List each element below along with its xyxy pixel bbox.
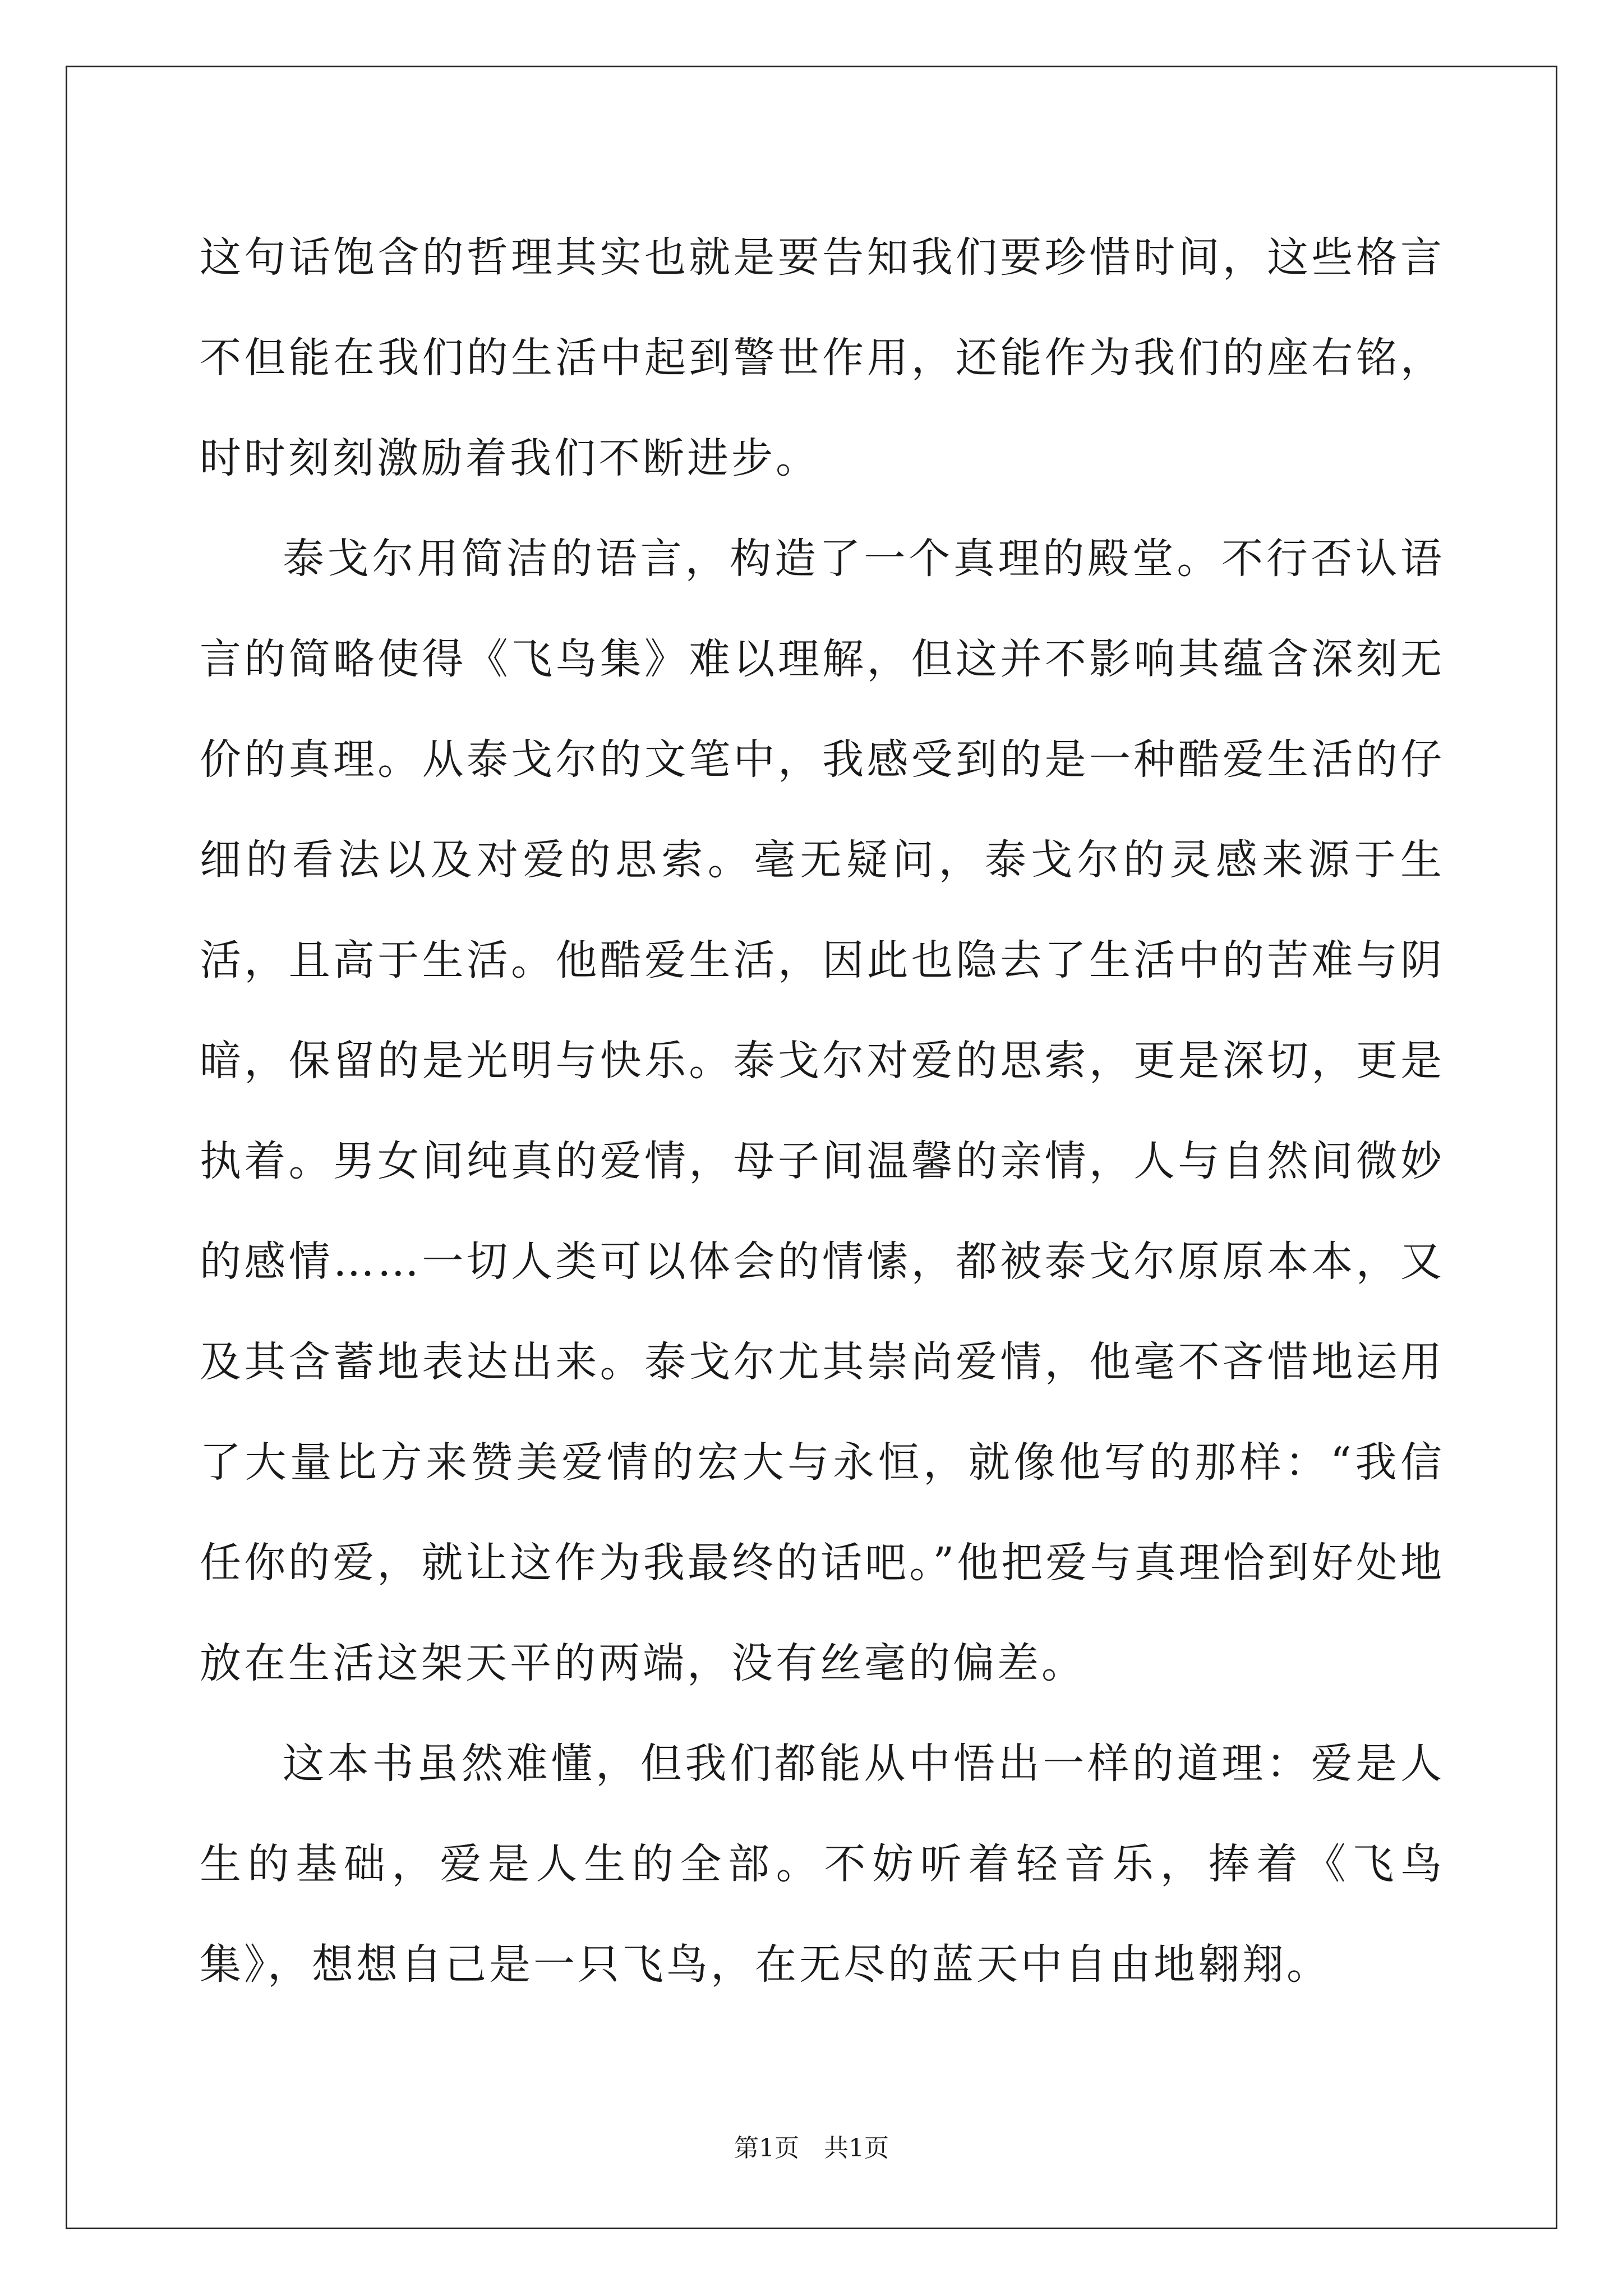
page-footer — [0, 2132, 1623, 2165]
paragraph-1: 这句话饱含的哲理其实也就是要告知我们要珍惜时间，这些格言不但能在我们的生活中起到警世作用，还能作为我们的座右铭，时时刻刻激励着我们不断进步。 — [200, 233, 1445, 482]
paragraph-3: 这本书虽然难懂，但我们都能从中悟出一样的道理：爱是人生的基础，爱是人生的全部。不妨听着轻音乐，捧着《飞鸟集》，想想自己是一只飞鸟，在无尽的蓝天中自由地翱翔。 — [200, 1740, 1445, 1989]
page-number-total: 共1页 — [824, 2134, 889, 2162]
paragraph-2: 泰戈尔用简洁的语言，构造了一个真理的殿堂。不行否认语言的简略使得《飞鸟集》难以理解，但这并不影响其蕴含深刻无价的真理。从泰戈尔的文笔中，我感受到的是一种酷爱生活的仔细的看法以及对爱的思索。毫无疑问，泰戈尔的灵感来源于生活，且高于生活。他酷爱生活，因此也隐去了生活中的苦难与阴暗，保留的是光明与快乐。泰戈尔对爱的思索，更是深切，更是执着。男女间纯真的爱情，母子间温馨的亲情，人与自然间微妙的感情……一切人类可以体会的情愫，都被泰戈尔原原本本，又及其含蓄地表达出来。泰戈尔尤其崇尚爱情，他毫不吝惜地运用了大量比方来赞美爱情的宏大与永恒，就像他写的那样：“我信任你的爱，就让这作为我最终的话吧。”他把爱与真理恰到好处地放在生活这架天平的两端，没有丝毫的偏差。 — [200, 535, 1445, 1687]
page-number-current: 第1页 — [734, 2134, 799, 2162]
document-body — [200, 208, 1445, 2015]
